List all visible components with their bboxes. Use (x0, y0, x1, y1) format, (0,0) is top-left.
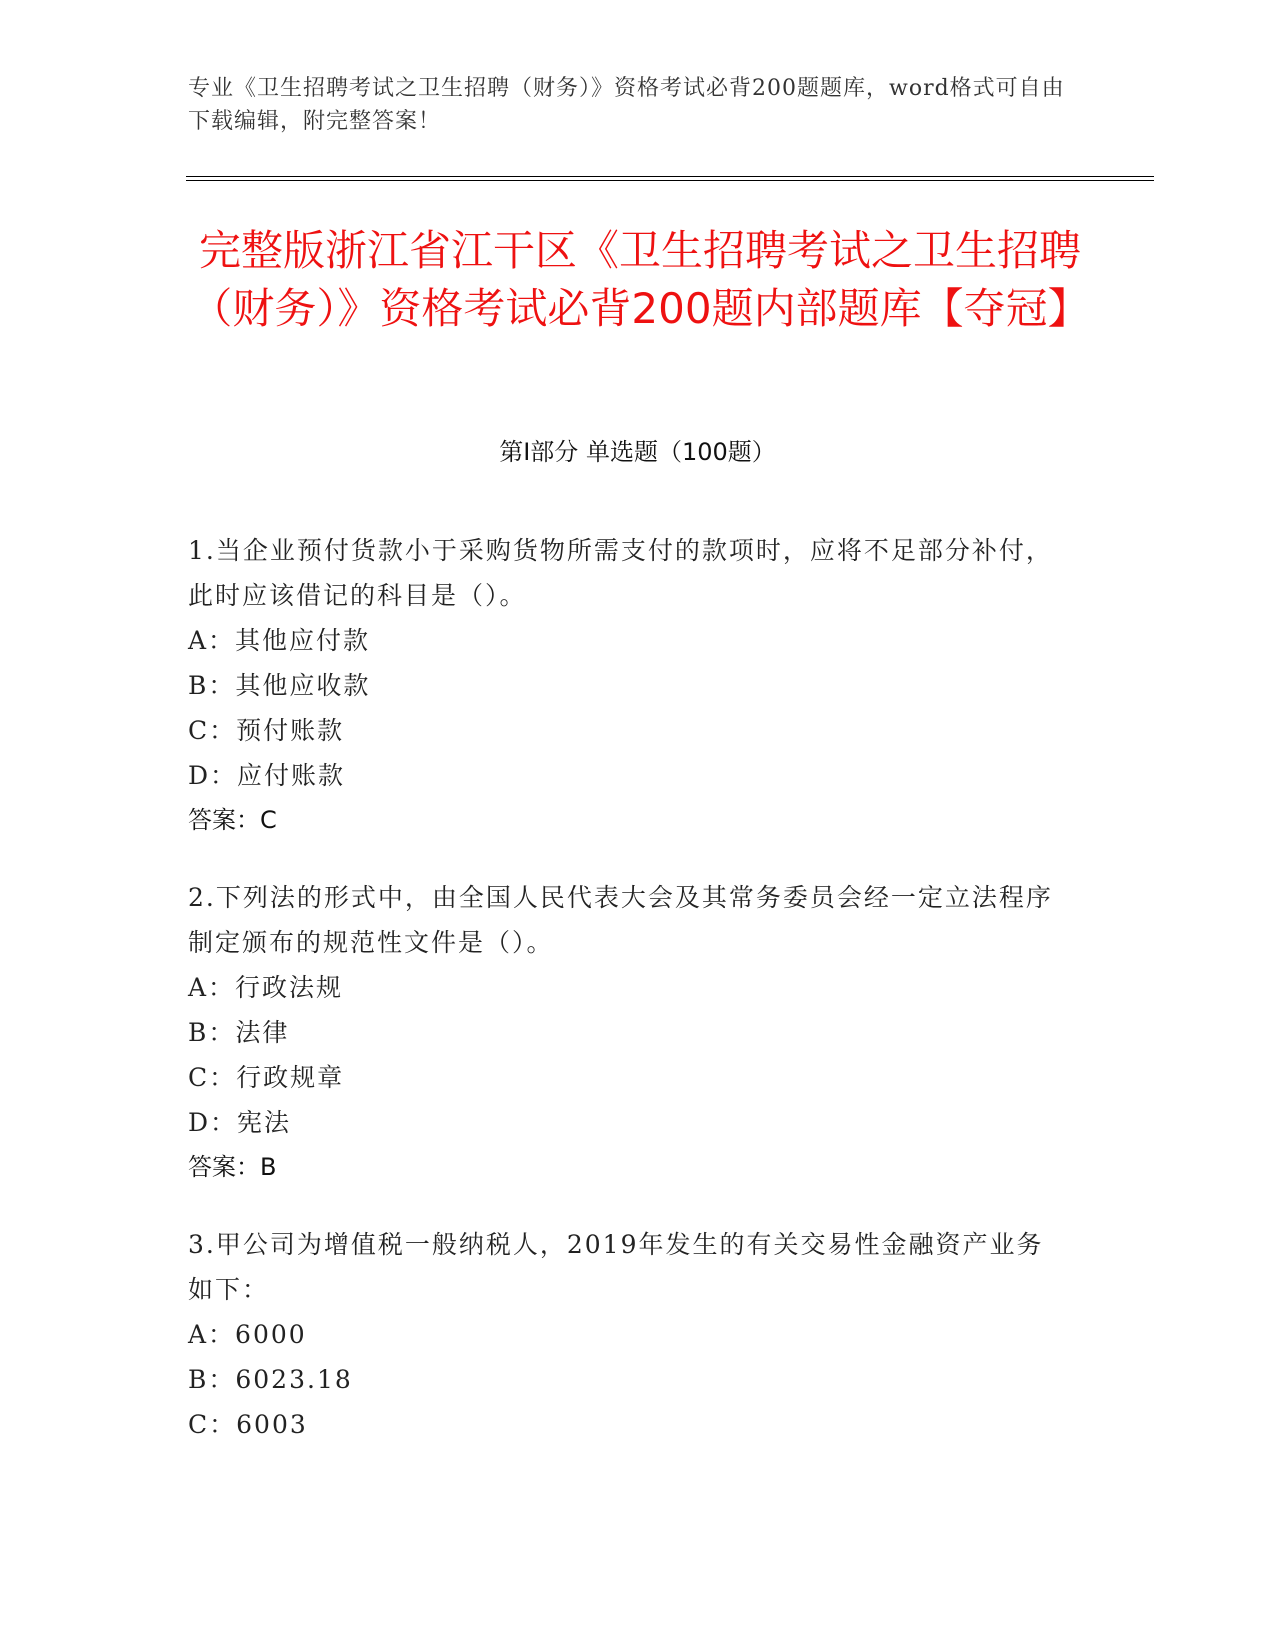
question-1 (188, 528, 1068, 843)
question-list (188, 528, 1068, 1479)
section-title: 第I部分 单选题（100题） (499, 438, 776, 466)
option-c: C：预付账款 (188, 716, 345, 745)
header-divider-top (186, 176, 1154, 177)
question-stem: 3.甲公司为增值税一般纳税人，2019年发生的有关交易性金融资产业务如下： (188, 1230, 1044, 1304)
question-stem: 1.当企业预付货款小于采购货物所需支付的款项时，应将不足部分补付，此时应该借记的科目是（）。 (188, 536, 1053, 610)
answer: 答案：C (188, 806, 277, 834)
option-a: A：6000 (188, 1320, 307, 1349)
option-d: D：应付账款 (188, 761, 346, 790)
document-title: 完整版浙江省江干区《卫生招聘考试之卫生招聘（财务）》资格考试必背200题内部题库【夺冠】 (190, 226, 1090, 333)
option-a: A：行政法规 (188, 973, 344, 1002)
header-note: 专业《卫生招聘考试之卫生招聘（财务）》资格考试必背200题题库，word格式可自由下载编辑，附完整答案！ (188, 76, 1065, 134)
option-d: D：宪法 (188, 1108, 292, 1137)
question-2 (188, 875, 1068, 1190)
option-a: A：其他应付款 (188, 626, 371, 655)
header-divider-bottom (186, 180, 1154, 181)
answer: 答案：B (188, 1153, 277, 1181)
option-b: B：法律 (188, 1018, 290, 1047)
option-b: B：其他应收款 (188, 671, 371, 700)
option-b: B：6023.18 (188, 1365, 353, 1394)
option-c: C：行政规章 (188, 1063, 345, 1092)
question-stem: 2.下列法的形式中，由全国人民代表大会及其常务委员会经一定立法程序制定颁布的规范性文件是（）。 (188, 883, 1053, 957)
option-c: C：6003 (188, 1410, 308, 1439)
question-3 (188, 1222, 1068, 1447)
